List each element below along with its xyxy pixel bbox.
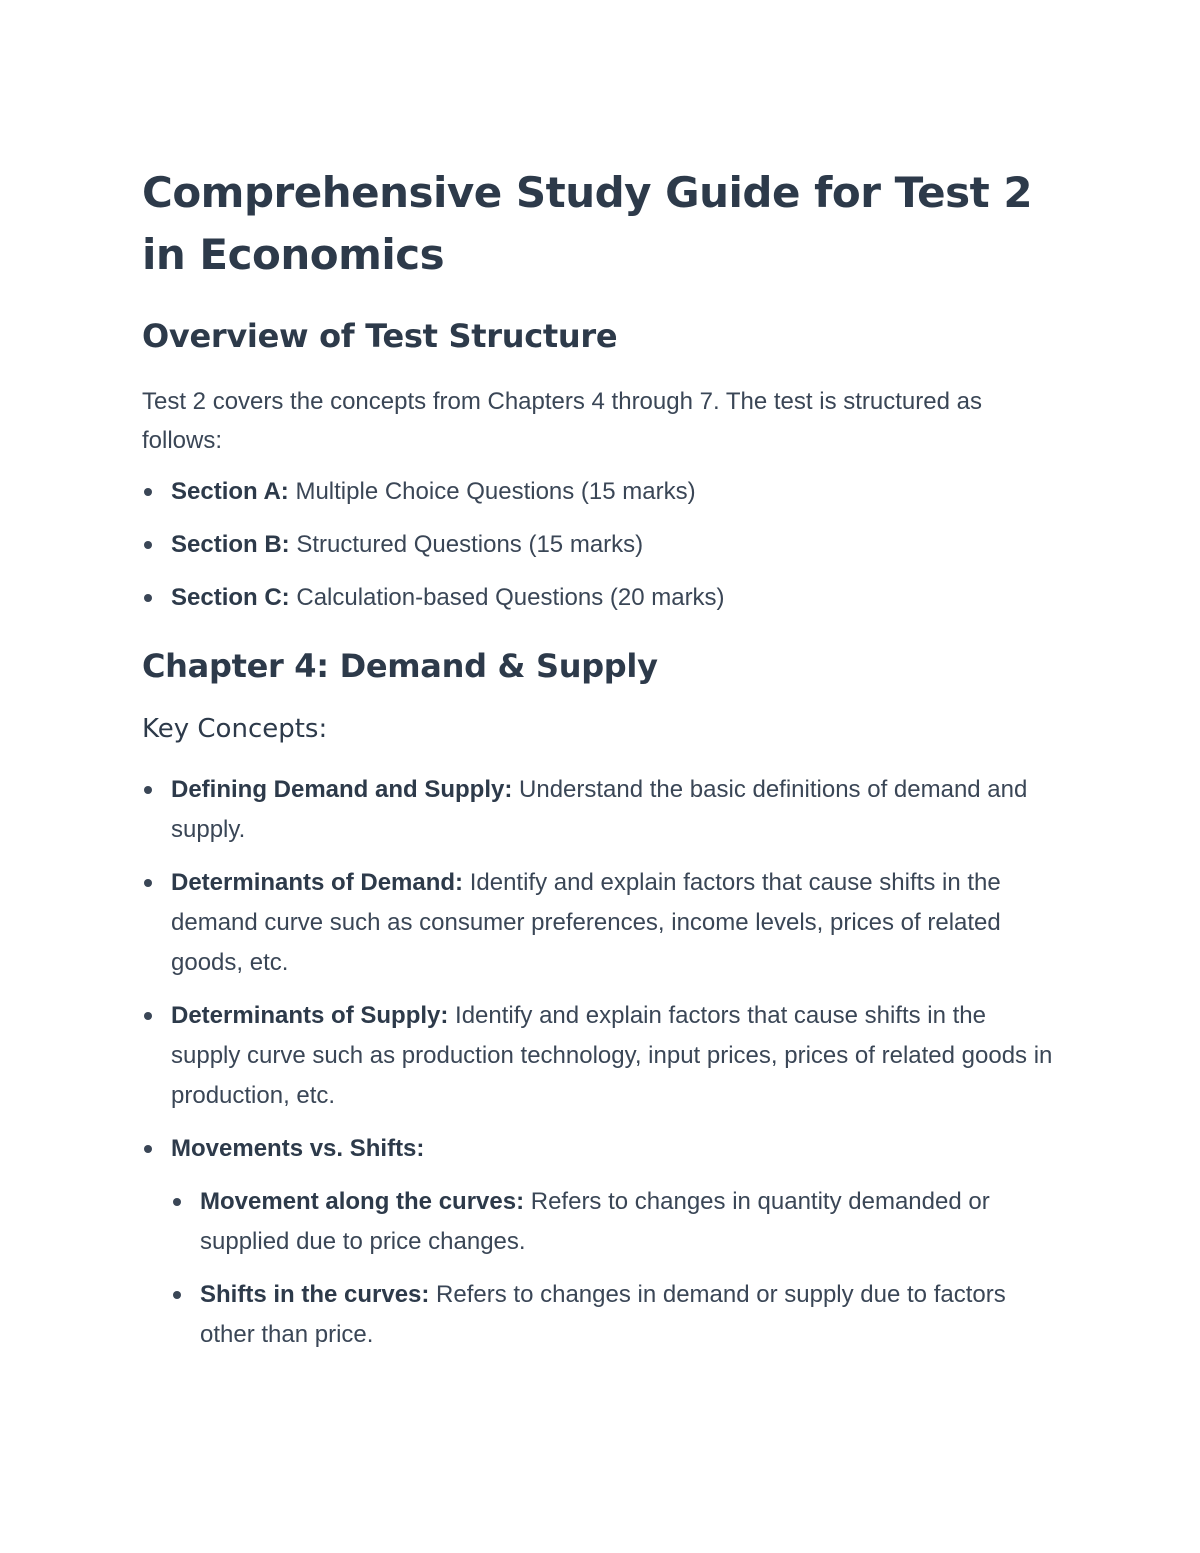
overview-heading: Overview of Test Structure <box>142 317 618 355</box>
list-item <box>142 863 1062 983</box>
movements-shifts-sublist <box>171 1182 1062 1355</box>
concept-term: Determinants of Supply: <box>171 1002 449 1029</box>
concept-term: Defining Demand and Supply: <box>171 776 513 803</box>
section-b-term: Section B: <box>171 531 290 558</box>
section-c-text: Calculation-based Questions (20 marks) <box>289 584 725 611</box>
list-item <box>142 525 1062 565</box>
list-item <box>171 1275 1062 1355</box>
document-page <box>142 162 1062 1368</box>
list-item <box>142 578 1062 618</box>
section-a-text: Multiple Choice Questions (15 marks) <box>288 478 696 505</box>
concept-text: Understand the basic definitions of demand and supply. <box>171 776 1028 843</box>
subconcept-term: Movement along the curves: <box>200 1188 525 1215</box>
subconcept-text: Refers to changes in demand or supply due to factors other than price. <box>200 1281 1006 1348</box>
list-item <box>142 996 1062 1116</box>
concept-term: Movements vs. Shifts: <box>171 1135 425 1162</box>
page-title: Comprehensive Study Guide for Test 2 in Economics <box>142 168 1033 279</box>
concept-text: Identify and explain factors that cause shifts in the supply curve such as production technology, input prices, prices of related goods in production, etc. <box>171 1002 1053 1109</box>
subconcept-text: Refers to changes in quantity demanded or supplied due to price changes. <box>200 1188 990 1255</box>
concept-term: Determinants of Demand: <box>171 869 464 896</box>
test-sections-list <box>142 472 1062 618</box>
concept-text: Identify and explain factors that cause shifts in the demand curve such as consumer preferences, income levels, prices of related goods, etc. <box>171 869 1001 976</box>
key-concepts-heading: Key Concepts: <box>142 714 328 744</box>
section-b-text: Structured Questions (15 marks) <box>289 531 644 558</box>
list-item <box>142 770 1062 850</box>
overview-intro: Test 2 covers the concepts from Chapters 4 through 7. The test is structured as follows: <box>142 388 982 454</box>
list-item <box>171 1182 1062 1262</box>
section-c-term: Section C: <box>171 584 290 611</box>
section-a-term: Section A: <box>171 478 289 505</box>
list-item <box>142 1129 1062 1355</box>
key-concepts-list <box>142 770 1062 1355</box>
chapter-4-heading: Chapter 4: Demand & Supply <box>142 647 658 685</box>
list-item <box>142 472 1062 512</box>
subconcept-term: Shifts in the curves: <box>200 1281 430 1308</box>
